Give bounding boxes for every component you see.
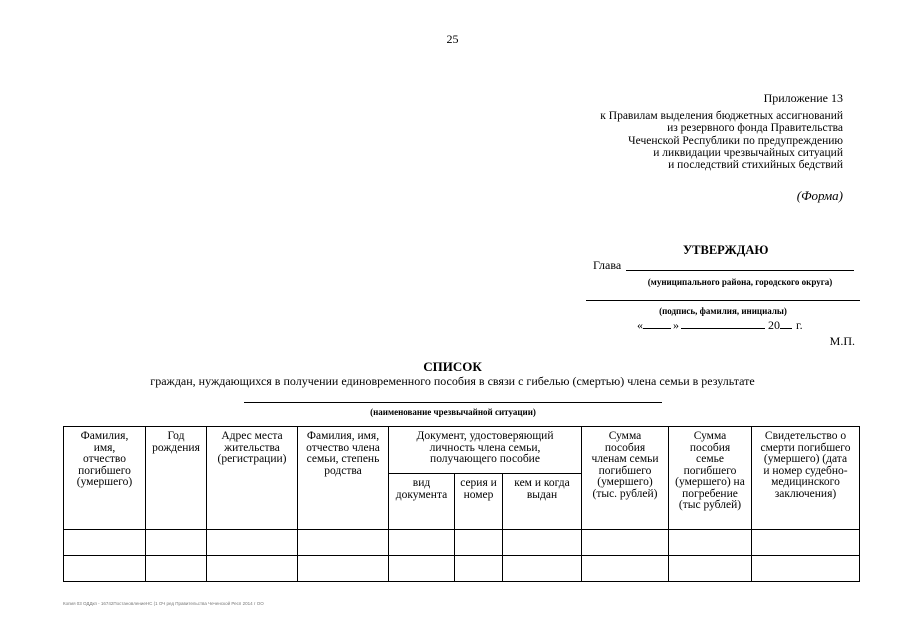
- page-number: 25: [446, 32, 459, 46]
- table-cell[interactable]: [64, 556, 146, 582]
- table-cell[interactable]: [752, 556, 860, 582]
- table-cell[interactable]: [455, 556, 503, 582]
- table-cell[interactable]: [669, 530, 752, 556]
- table-cell[interactable]: [669, 556, 752, 582]
- head-blank-line: [626, 270, 854, 271]
- stamp-label: М.П.: [829, 334, 855, 348]
- header-document-series: серия и номер: [455, 474, 503, 530]
- footer-note: Копия 03 ОДДкп - 16742ПостановлениеНС (1 ОЧ ред Правительства Чеченской Респ 2014 г ОО: [63, 601, 264, 606]
- table-cell[interactable]: [146, 530, 207, 556]
- approval-date: [637, 318, 803, 333]
- table-cell[interactable]: [503, 530, 582, 556]
- list-title: СПИСОК: [423, 359, 482, 374]
- rules-line: к Правилам выделения бюджетных ассигнований: [600, 110, 843, 122]
- table-cell[interactable]: [389, 530, 455, 556]
- signature-hint: (подпись, фамилия, инициалы): [659, 306, 787, 316]
- rules-line: и последствий стихийных бедствий: [668, 159, 843, 172]
- header-deceased-name: Фамилия, имя, отчество погибшего (умершего): [64, 427, 146, 530]
- table-cell[interactable]: [207, 556, 298, 582]
- date-open-quote: «: [637, 318, 643, 332]
- header-sum-funeral: Сумма пособия семье погибшего (умершего) на погребение (тыс рублей): [669, 427, 752, 530]
- header-address: Адрес места жительства (регистрации): [207, 427, 298, 530]
- table-cell[interactable]: [455, 530, 503, 556]
- table-cell[interactable]: [207, 530, 298, 556]
- header-death-certificate: Свидетельство о смерти погибшего (умершего) (дата и номер судебно- медицинского заключения): [752, 427, 860, 530]
- table-cell[interactable]: [752, 530, 860, 556]
- header-family-member: Фамилия, имя, отчество члена семьи, степень родства: [298, 427, 389, 530]
- table-row: [64, 556, 860, 582]
- rules-line: Чеченской Республики по предупреждению: [628, 134, 843, 147]
- date-day-blank: [643, 328, 671, 329]
- appendix-label: Приложение 13: [763, 91, 843, 105]
- head-hint: (муниципального района, городского округа): [647, 277, 833, 287]
- approval-title: УТВЕРЖДАЮ: [683, 243, 769, 257]
- date-close-quote: »: [673, 318, 679, 332]
- header-birth-year: Год рождения: [146, 427, 207, 530]
- date-year-blank: [780, 328, 792, 329]
- table-cell[interactable]: [64, 530, 146, 556]
- header-document-type: вид документа: [389, 474, 455, 530]
- date-year-suffix: г.: [796, 318, 803, 332]
- situation-blank-line: [244, 402, 662, 403]
- appendix-rules-text: [600, 110, 843, 171]
- header-document-issued: кем и когда выдан: [503, 474, 582, 530]
- table-cell[interactable]: [146, 556, 207, 582]
- table-cell[interactable]: [582, 556, 669, 582]
- table-cell[interactable]: [503, 556, 582, 582]
- date-year: 20: [768, 318, 780, 332]
- citizens-table: [63, 426, 860, 582]
- list-subtitle: граждан, нуждающихся в получении единовременного пособия в связи с гибелью (смертью) члена семьи в результате: [150, 374, 755, 388]
- table-cell[interactable]: [298, 530, 389, 556]
- table-cell[interactable]: [582, 530, 669, 556]
- form-label: (Форма): [796, 188, 843, 203]
- situation-hint: (наименование чрезвычайной ситуации): [370, 407, 536, 417]
- header-identity-document: Документ, удостоверяющий личность члена семьи, получающего пособие: [389, 427, 582, 474]
- table-row: [64, 530, 860, 556]
- table-cell[interactable]: [389, 556, 455, 582]
- rules-line: из резервного фонда Правительства: [667, 122, 843, 135]
- table-cell[interactable]: [298, 556, 389, 582]
- date-month-blank: [681, 328, 765, 329]
- rules-line: и ликвидации чрезвычайных ситуаций: [653, 146, 843, 159]
- signature-line: [586, 300, 860, 301]
- head-label: Глава: [593, 258, 622, 272]
- header-sum-members: Сумма пособия членам семьи погибшего (умершего) (тыс. рублей): [582, 427, 669, 530]
